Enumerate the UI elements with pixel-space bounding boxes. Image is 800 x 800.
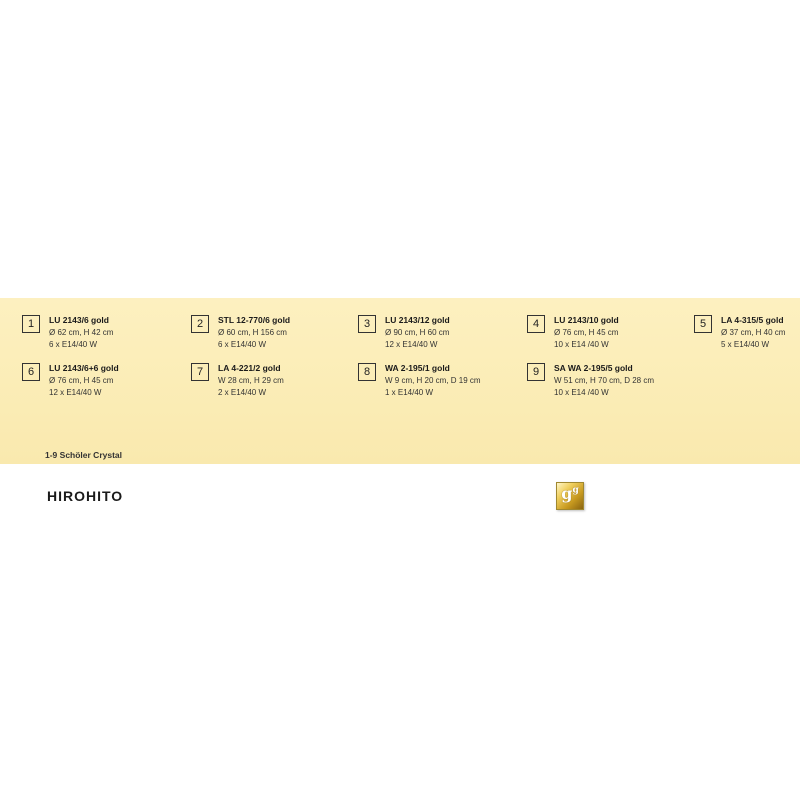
product-item-4 — [527, 314, 619, 352]
product-number-box: 6 — [22, 363, 40, 381]
product-dimensions: Ø 76 cm, H 45 cm — [49, 375, 114, 385]
product-dimensions: W 9 cm, H 20 cm, D 19 cm — [385, 375, 481, 385]
product-item-2 — [191, 314, 290, 352]
product-number-box: 1 — [22, 315, 40, 333]
product-panel — [0, 298, 800, 464]
product-bulbs: 10 x E14 /40 W — [554, 340, 609, 349]
product-name: LU 2143/12 gold — [385, 315, 450, 325]
product-bulbs: 6 x E14/40 W — [49, 340, 98, 349]
product-item-1 — [22, 314, 113, 352]
product-name: LU 2143/10 gold — [554, 315, 619, 325]
product-dimensions: W 28 cm, H 29 cm — [218, 375, 284, 385]
product-item-5 — [694, 314, 785, 352]
product-item-6 — [22, 362, 119, 400]
product-bulbs: 12 x E14/40 W — [49, 388, 102, 397]
product-dimensions: Ø 60 cm, H 156 cm — [218, 327, 287, 337]
product-item-7 — [191, 362, 284, 400]
product-dimensions: Ø 76 cm, H 45 cm — [554, 327, 619, 337]
product-number-box: 2 — [191, 315, 209, 333]
product-bulbs: 2 x E14/40 W — [218, 388, 267, 397]
product-name: LA 4-315/5 gold — [721, 315, 784, 325]
product-number-box: 5 — [694, 315, 712, 333]
collection-title: HIROHITO — [47, 488, 124, 504]
logo-letter: g — [561, 484, 573, 503]
product-number-box: 9 — [527, 363, 545, 381]
product-name: SA WA 2-195/5 gold — [554, 363, 633, 373]
product-bulbs: 6 x E14/40 W — [218, 340, 267, 349]
product-item-8 — [358, 362, 481, 400]
product-number-box: 8 — [358, 363, 376, 381]
product-item-3 — [358, 314, 450, 352]
logo-superscript: g — [572, 485, 579, 496]
product-item-9 — [527, 362, 654, 400]
product-name: WA 2-195/1 gold — [385, 363, 450, 373]
product-bulbs: 10 x E14 /40 W — [554, 388, 609, 397]
product-name: LU 2143/6 gold — [49, 315, 109, 325]
product-bulbs: 1 x E14/40 W — [385, 388, 434, 397]
product-bulbs: 12 x E14/40 W — [385, 340, 438, 349]
manufacturer-footnote: 1-9 Schöler Crystal — [45, 450, 123, 460]
product-dimensions: Ø 37 cm, H 40 cm — [721, 327, 786, 337]
product-number-box: 7 — [191, 363, 209, 381]
product-dimensions: W 51 cm, H 70 cm, D 28 cm — [554, 375, 655, 385]
product-number-box: 4 — [527, 315, 545, 333]
gold-g-logo-icon — [556, 482, 584, 510]
product-name: STL 12-770/6 gold — [218, 315, 291, 325]
product-bulbs: 5 x E14/40 W — [721, 340, 770, 349]
product-name: LU 2143/6+6 gold — [49, 363, 119, 373]
product-number-box: 3 — [358, 315, 376, 333]
product-dimensions: Ø 90 cm, H 60 cm — [385, 327, 450, 337]
product-dimensions: Ø 62 cm, H 42 cm — [49, 327, 114, 337]
product-name: LA 4-221/2 gold — [218, 363, 281, 373]
